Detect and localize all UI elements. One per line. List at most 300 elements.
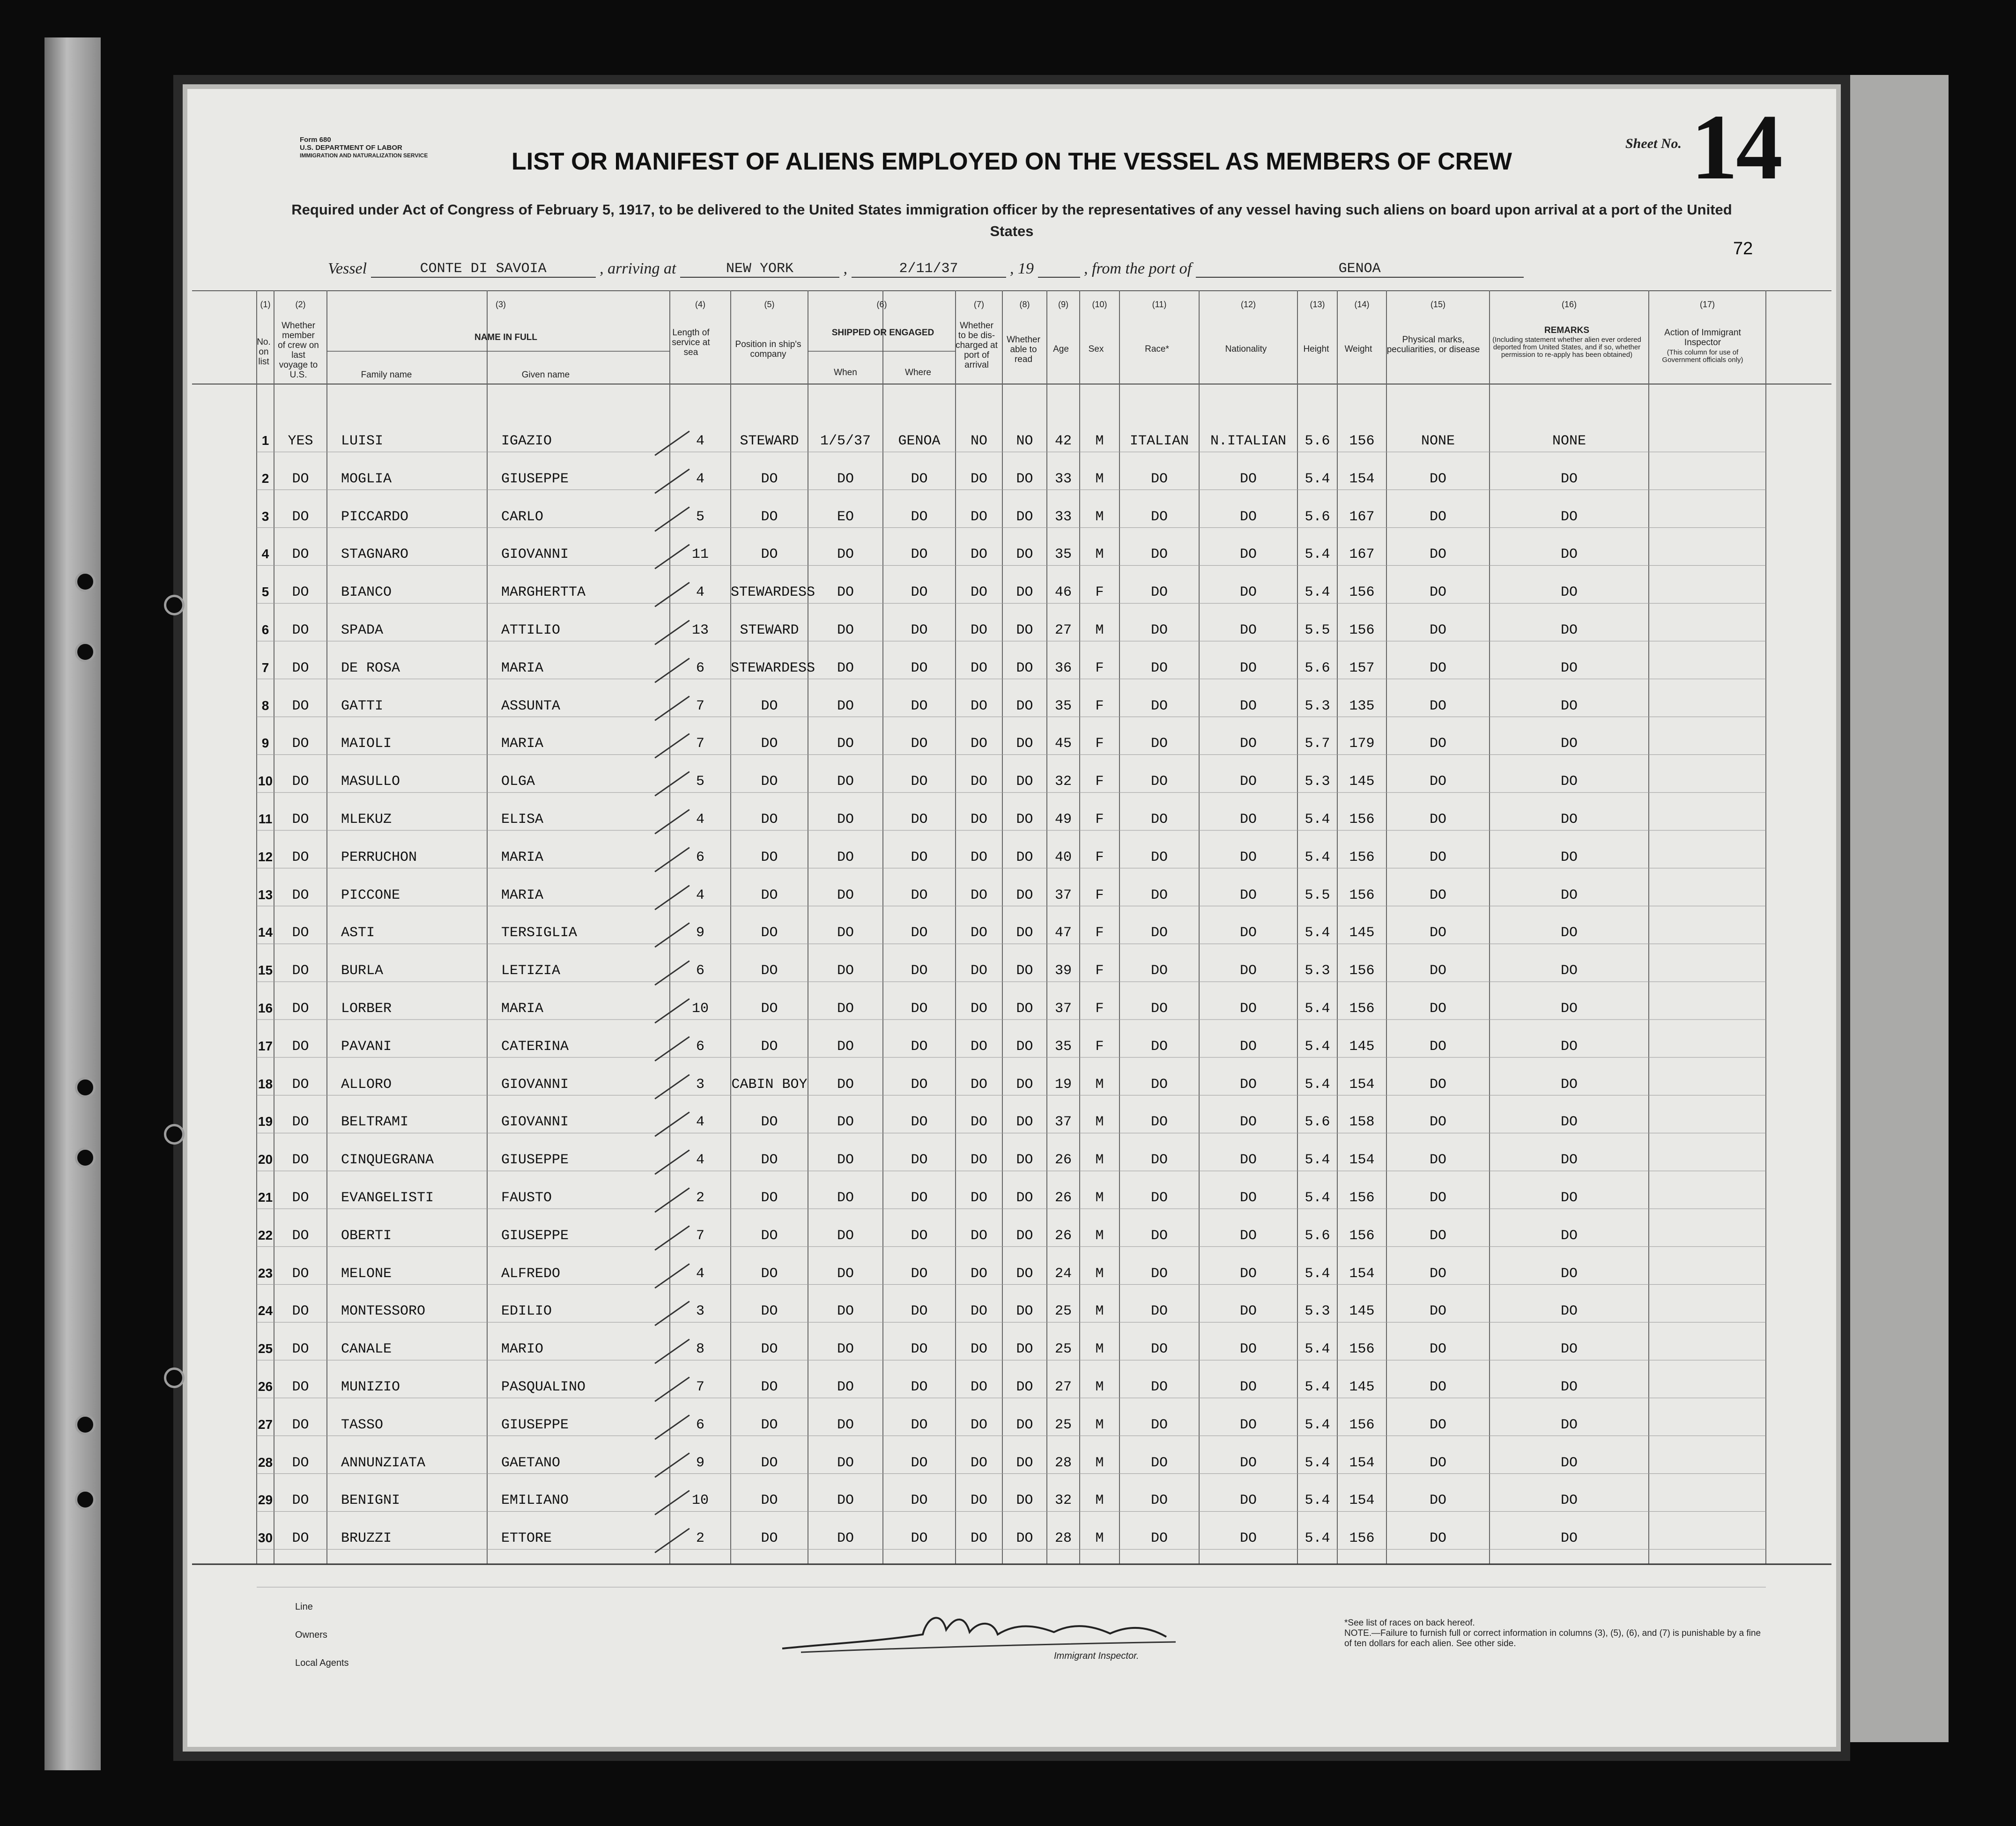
height: 5.6 bbox=[1304, 660, 1330, 676]
col-header-age: Age bbox=[1053, 344, 1069, 354]
weight: 154 bbox=[1349, 1455, 1375, 1471]
age: 37 bbox=[1054, 887, 1072, 903]
weight: 156 bbox=[1349, 1417, 1375, 1433]
given-name: GIUSEPPE bbox=[501, 1152, 569, 1168]
able-to-read: DO bbox=[1016, 1152, 1033, 1168]
able-to-read: DO bbox=[1016, 471, 1033, 487]
shipped-when: DO bbox=[837, 1227, 854, 1244]
position: DO bbox=[761, 1455, 778, 1471]
given-name: LETIZIA bbox=[501, 963, 561, 979]
age: 27 bbox=[1054, 622, 1072, 638]
age: 47 bbox=[1054, 925, 1072, 941]
family-name: MASULLO bbox=[341, 774, 400, 790]
shipped-where: DO bbox=[911, 471, 928, 487]
row-number: 29 bbox=[258, 1493, 273, 1508]
local-agents-label: Local Agents bbox=[295, 1658, 349, 1668]
binder-hole bbox=[75, 1414, 96, 1435]
footnote-penalty: NOTE.—Failure to furnish full or correct information in columns (3), (5), (6), and (7) is punishable by a fine of ten dollars for each alien. See other side. bbox=[1344, 1628, 1761, 1649]
physical-marks: DO bbox=[1429, 736, 1446, 752]
row-number: 19 bbox=[258, 1114, 273, 1129]
column-number: (15) bbox=[1430, 300, 1445, 309]
department-name: U.S. DEPARTMENT OF LABOR bbox=[300, 144, 402, 152]
shipped-where: DO bbox=[911, 1076, 928, 1093]
height: 5.5 bbox=[1304, 887, 1330, 903]
discharged: DO bbox=[970, 1190, 987, 1206]
sex: M bbox=[1095, 1114, 1104, 1131]
shipped-when: DO bbox=[837, 1038, 854, 1055]
family-name: PAVANI bbox=[341, 1038, 392, 1055]
position: DO bbox=[761, 887, 778, 903]
nationality: DO bbox=[1239, 1265, 1257, 1282]
row-number: 10 bbox=[258, 774, 273, 789]
row-number: 23 bbox=[258, 1265, 273, 1280]
age: 45 bbox=[1054, 736, 1072, 752]
physical-marks: DO bbox=[1429, 584, 1446, 601]
given-name: FAUSTO bbox=[501, 1190, 552, 1206]
position: DO bbox=[761, 1530, 778, 1547]
shipped-when: DO bbox=[837, 1001, 854, 1017]
discharged: DO bbox=[970, 1493, 987, 1509]
position: DO bbox=[761, 547, 778, 563]
race: DO bbox=[1150, 1265, 1168, 1282]
service-length: 4 bbox=[696, 584, 704, 601]
sex: F bbox=[1095, 812, 1104, 828]
folio-number: 72 bbox=[1733, 239, 1753, 259]
discharged: DO bbox=[970, 660, 987, 676]
shipped-when: DO bbox=[837, 925, 854, 941]
weight: 154 bbox=[1349, 471, 1375, 487]
nationality: DO bbox=[1239, 660, 1257, 676]
shipped-where: DO bbox=[911, 925, 928, 941]
col-header-no: No. on list bbox=[257, 337, 271, 367]
shipped-where: DO bbox=[911, 547, 928, 563]
row-number: 11 bbox=[258, 812, 273, 826]
remarks: DO bbox=[1560, 1265, 1578, 1282]
position: DO bbox=[761, 1152, 778, 1168]
family-name: CANALE bbox=[341, 1341, 392, 1358]
column-number: (3) bbox=[496, 300, 506, 309]
row-number: 22 bbox=[258, 1227, 273, 1242]
service-length: 4 bbox=[696, 812, 704, 828]
discharged: NO bbox=[970, 433, 987, 449]
nationality: DO bbox=[1239, 1114, 1257, 1131]
crew-last-voyage: DO bbox=[292, 1303, 309, 1320]
race: DO bbox=[1150, 1493, 1168, 1509]
col-header-discharged: Whether to be dis-charged at port of arrival bbox=[956, 321, 998, 370]
crew-last-voyage: DO bbox=[292, 1152, 309, 1168]
able-to-read: DO bbox=[1016, 547, 1033, 563]
shipped-when: DO bbox=[837, 660, 854, 676]
discharged: DO bbox=[970, 622, 987, 638]
age: 35 bbox=[1054, 1038, 1072, 1055]
race: DO bbox=[1150, 1152, 1168, 1168]
shipped-where: DO bbox=[911, 1530, 928, 1547]
weight: 156 bbox=[1349, 1190, 1375, 1206]
position: DO bbox=[761, 774, 778, 790]
column-number: (8) bbox=[1019, 300, 1030, 309]
race: DO bbox=[1150, 584, 1168, 601]
able-to-read: DO bbox=[1016, 509, 1033, 525]
given-name: MARIA bbox=[501, 660, 544, 676]
nationality: DO bbox=[1239, 698, 1257, 714]
given-name: IGAZIO bbox=[501, 433, 552, 449]
race: DO bbox=[1150, 1455, 1168, 1471]
weight: 154 bbox=[1349, 1152, 1375, 1168]
position: STEWARD bbox=[740, 622, 799, 638]
discharged: DO bbox=[970, 1076, 987, 1093]
service-length: 6 bbox=[696, 963, 704, 979]
age: 26 bbox=[1054, 1152, 1072, 1168]
remarks: DO bbox=[1560, 963, 1578, 979]
family-name: ANNUNZIATA bbox=[341, 1455, 426, 1471]
height: 5.4 bbox=[1304, 1493, 1330, 1509]
family-name: LUISI bbox=[341, 433, 384, 449]
service-length: 7 bbox=[696, 1379, 704, 1395]
able-to-read: DO bbox=[1016, 1076, 1033, 1093]
row-number: 16 bbox=[258, 1001, 273, 1015]
column-number: (7) bbox=[974, 300, 984, 309]
race: DO bbox=[1150, 849, 1168, 865]
col-header-member: Whether member of crew on last voyage to U.S. bbox=[278, 321, 319, 380]
position: STEWARD bbox=[740, 433, 799, 449]
shipped-when: DO bbox=[837, 849, 854, 865]
nationality: DO bbox=[1239, 547, 1257, 563]
physical-marks: DO bbox=[1429, 471, 1446, 487]
remarks: DO bbox=[1560, 1227, 1578, 1244]
column-number: (2) bbox=[295, 300, 306, 309]
remarks: DO bbox=[1560, 736, 1578, 752]
shipped-where: DO bbox=[911, 774, 928, 790]
row-number: 15 bbox=[258, 963, 273, 978]
height: 5.4 bbox=[1304, 1379, 1330, 1395]
shipped-when: 1/5/37 bbox=[820, 433, 871, 449]
row-number: 20 bbox=[258, 1152, 273, 1167]
given-name: MARIA bbox=[501, 1001, 544, 1017]
service-length: 5 bbox=[696, 509, 704, 525]
row-number: 17 bbox=[258, 1038, 273, 1053]
crew-last-voyage: DO bbox=[292, 584, 309, 601]
given-name: GIOVANNI bbox=[501, 547, 569, 563]
column-number: (10) bbox=[1092, 300, 1107, 309]
shipped-where: DO bbox=[911, 1227, 928, 1244]
family-name: ASTI bbox=[341, 925, 375, 941]
weight: 157 bbox=[1349, 660, 1375, 676]
height: 5.6 bbox=[1304, 509, 1330, 525]
discharged: DO bbox=[970, 1530, 987, 1547]
age: 40 bbox=[1054, 849, 1072, 865]
family-name: BRUZZI bbox=[341, 1530, 392, 1547]
remarks: DO bbox=[1560, 1114, 1578, 1131]
shipped-where: DO bbox=[911, 1152, 928, 1168]
able-to-read: DO bbox=[1016, 812, 1033, 828]
position: DO bbox=[761, 849, 778, 865]
crew-last-voyage: DO bbox=[292, 1190, 309, 1206]
nationality: DO bbox=[1239, 1341, 1257, 1358]
col-header-service: Length of service at sea bbox=[672, 328, 710, 357]
service-length: 4 bbox=[696, 433, 704, 449]
family-name: PICCONE bbox=[341, 887, 400, 903]
col-header-given: Given name bbox=[521, 370, 570, 380]
shipped-when: DO bbox=[837, 471, 854, 487]
given-name: MARIA bbox=[501, 887, 544, 903]
crew-last-voyage: DO bbox=[292, 622, 309, 638]
position: DO bbox=[761, 1341, 778, 1358]
discharged: DO bbox=[970, 547, 987, 563]
remarks: DO bbox=[1560, 584, 1578, 601]
family-name: CINQUEGRANA bbox=[341, 1152, 434, 1168]
shipped-when: DO bbox=[837, 1417, 854, 1433]
physical-marks: DO bbox=[1429, 1493, 1446, 1509]
given-name: EDILIO bbox=[501, 1303, 552, 1320]
remarks: DO bbox=[1560, 1001, 1578, 1017]
physical-marks: DO bbox=[1429, 1417, 1446, 1433]
age: 25 bbox=[1054, 1417, 1072, 1433]
col-header-weight: Weight bbox=[1344, 344, 1372, 354]
discharged: DO bbox=[970, 1455, 987, 1471]
shipped-where: DO bbox=[911, 1341, 928, 1358]
vessel-label: Vessel bbox=[328, 260, 367, 277]
physical-marks: DO bbox=[1429, 1455, 1446, 1471]
physical-marks: DO bbox=[1429, 547, 1446, 563]
sheet-number-label: Sheet No. bbox=[1625, 136, 1682, 151]
row-number: 1 bbox=[261, 433, 269, 448]
age: 42 bbox=[1054, 433, 1072, 449]
race: DO bbox=[1150, 812, 1168, 828]
weight: 154 bbox=[1349, 1265, 1375, 1282]
discharged: DO bbox=[970, 1265, 987, 1282]
discharged: DO bbox=[970, 1379, 987, 1395]
position: DO bbox=[761, 1038, 778, 1055]
sheet-number: 14 bbox=[1691, 96, 1781, 199]
sex: M bbox=[1095, 1417, 1104, 1433]
sex: M bbox=[1095, 471, 1104, 487]
crew-last-voyage: YES bbox=[288, 433, 313, 449]
sex: F bbox=[1095, 1001, 1104, 1017]
family-name: ALLORO bbox=[341, 1076, 392, 1093]
sex: M bbox=[1095, 1379, 1104, 1395]
physical-marks: DO bbox=[1429, 1001, 1446, 1017]
shipped-where: DO bbox=[911, 660, 928, 676]
nationality: DO bbox=[1239, 622, 1257, 638]
row-number: 12 bbox=[258, 849, 273, 864]
race: DO bbox=[1150, 1303, 1168, 1320]
weight: 156 bbox=[1349, 887, 1375, 903]
manifest-page bbox=[187, 89, 1836, 1747]
service-length: 10 bbox=[691, 1493, 709, 1509]
height: 5.4 bbox=[1304, 547, 1330, 563]
nationality: DO bbox=[1239, 1038, 1257, 1055]
physical-marks: DO bbox=[1429, 925, 1446, 941]
height: 5.4 bbox=[1304, 471, 1330, 487]
crew-last-voyage: DO bbox=[292, 698, 309, 714]
service-name: IMMIGRATION AND NATURALIZATION SERVICE bbox=[300, 152, 428, 159]
crew-last-voyage: DO bbox=[292, 925, 309, 941]
height: 5.4 bbox=[1304, 1530, 1330, 1547]
discharged: DO bbox=[970, 1227, 987, 1244]
nationality: DO bbox=[1239, 736, 1257, 752]
discharged: DO bbox=[970, 1303, 987, 1320]
height: 5.6 bbox=[1304, 1114, 1330, 1131]
remarks: DO bbox=[1560, 547, 1578, 563]
race: DO bbox=[1150, 887, 1168, 903]
service-length: 6 bbox=[696, 1038, 704, 1055]
race: DO bbox=[1150, 1417, 1168, 1433]
service-length: 4 bbox=[696, 887, 704, 903]
height: 5.4 bbox=[1304, 925, 1330, 941]
given-name: ASSUNTA bbox=[501, 698, 561, 714]
shipped-when: DO bbox=[837, 1114, 854, 1131]
column-number: (11) bbox=[1152, 300, 1167, 309]
remarks: DO bbox=[1560, 622, 1578, 638]
able-to-read: DO bbox=[1016, 1455, 1033, 1471]
given-name: MARIO bbox=[501, 1341, 544, 1358]
binder-hole bbox=[164, 595, 185, 615]
service-length: 4 bbox=[696, 1114, 704, 1131]
column-number: (5) bbox=[764, 300, 775, 309]
able-to-read: NO bbox=[1016, 433, 1033, 449]
row-number: 4 bbox=[261, 547, 269, 562]
crew-last-voyage: DO bbox=[292, 1265, 309, 1282]
service-length: 2 bbox=[696, 1530, 704, 1547]
given-name: ETTORE bbox=[501, 1530, 552, 1547]
col-header-read: Whether able to read bbox=[1007, 335, 1040, 364]
remarks: DO bbox=[1560, 1493, 1578, 1509]
physical-marks: DO bbox=[1429, 1341, 1446, 1358]
family-name: BENIGNI bbox=[341, 1493, 400, 1509]
able-to-read: DO bbox=[1016, 660, 1033, 676]
row-number: 18 bbox=[258, 1076, 273, 1091]
discharged: DO bbox=[970, 812, 987, 828]
shipped-where: DO bbox=[911, 963, 928, 979]
given-name: GIUSEPPE bbox=[501, 1227, 569, 1244]
crew-last-voyage: DO bbox=[292, 509, 309, 525]
able-to-read: DO bbox=[1016, 1001, 1033, 1017]
family-name: MELONE bbox=[341, 1265, 392, 1282]
service-length: 6 bbox=[696, 849, 704, 865]
row-number: 26 bbox=[258, 1379, 273, 1394]
shipped-where: DO bbox=[911, 1493, 928, 1509]
shipped-where: DO bbox=[911, 1190, 928, 1206]
weight: 179 bbox=[1349, 736, 1375, 752]
discharged: DO bbox=[970, 471, 987, 487]
nationality: N.ITALIAN bbox=[1210, 433, 1287, 449]
service-length: 5 bbox=[696, 774, 704, 790]
able-to-read: DO bbox=[1016, 736, 1033, 752]
discharged: DO bbox=[970, 925, 987, 941]
height: 5.4 bbox=[1304, 1152, 1330, 1168]
given-name: ELISA bbox=[501, 812, 544, 828]
height: 5.5 bbox=[1304, 622, 1330, 638]
service-length: 3 bbox=[696, 1303, 704, 1320]
binder-hole bbox=[75, 642, 96, 662]
arrival-date: 2/11/37 bbox=[852, 261, 1006, 278]
owners-label: Owners bbox=[295, 1630, 327, 1640]
arriving-label: , arriving at bbox=[600, 260, 676, 277]
nationality: DO bbox=[1239, 849, 1257, 865]
able-to-read: DO bbox=[1016, 1227, 1033, 1244]
sex: M bbox=[1095, 1493, 1104, 1509]
crew-last-voyage: DO bbox=[292, 963, 309, 979]
age: 39 bbox=[1054, 963, 1072, 979]
height: 5.7 bbox=[1304, 736, 1330, 752]
race: DO bbox=[1150, 1341, 1168, 1358]
given-name: MARGHERTTA bbox=[501, 584, 586, 601]
shipped-where: DO bbox=[911, 584, 928, 601]
able-to-read: DO bbox=[1016, 1417, 1033, 1433]
family-name: SPADA bbox=[341, 622, 384, 638]
crew-last-voyage: DO bbox=[292, 849, 309, 865]
given-name: MARIA bbox=[501, 849, 544, 865]
remarks: DO bbox=[1560, 471, 1578, 487]
column-number: (4) bbox=[695, 300, 705, 309]
race: DO bbox=[1150, 509, 1168, 525]
shipped-when: DO bbox=[837, 736, 854, 752]
position: DO bbox=[761, 1303, 778, 1320]
crew-last-voyage: DO bbox=[292, 1341, 309, 1358]
binder-hole bbox=[164, 1368, 185, 1388]
physical-marks: DO bbox=[1429, 509, 1446, 525]
shipped-where: DO bbox=[911, 509, 928, 525]
shipped-when: DO bbox=[837, 1341, 854, 1358]
physical-marks: DO bbox=[1429, 774, 1446, 790]
from-port-label: , from the port of bbox=[1084, 260, 1192, 277]
shipped-when: DO bbox=[837, 547, 854, 563]
col-header-family: Family name bbox=[361, 370, 412, 380]
discharged: DO bbox=[970, 584, 987, 601]
age: 25 bbox=[1054, 1341, 1072, 1358]
column-number: (13) bbox=[1310, 300, 1325, 309]
weight: 145 bbox=[1349, 1379, 1375, 1395]
height: 5.4 bbox=[1304, 812, 1330, 828]
race: DO bbox=[1150, 1530, 1168, 1547]
age: 25 bbox=[1054, 1303, 1072, 1320]
col-header-where: Where bbox=[905, 368, 931, 377]
crew-last-voyage: DO bbox=[292, 1076, 309, 1093]
weight: 154 bbox=[1349, 1493, 1375, 1509]
shipped-when: DO bbox=[837, 887, 854, 903]
family-name: OBERTI bbox=[341, 1227, 392, 1244]
crew-last-voyage: DO bbox=[292, 1379, 309, 1395]
age: 35 bbox=[1054, 547, 1072, 563]
form-number: Form 680 bbox=[300, 136, 331, 144]
row-number: 30 bbox=[258, 1530, 273, 1545]
vessel-name: CONTE DI SAVOIA bbox=[371, 261, 596, 278]
family-name: MONTESSORO bbox=[341, 1303, 426, 1320]
shipped-where: GENOA bbox=[898, 433, 941, 449]
column-number: (17) bbox=[1699, 300, 1715, 309]
column-number: (9) bbox=[1058, 300, 1068, 309]
remarks: DO bbox=[1560, 1190, 1578, 1206]
nationality: DO bbox=[1239, 1227, 1257, 1244]
service-length: 10 bbox=[691, 1001, 709, 1017]
sex: M bbox=[1095, 1265, 1104, 1282]
weight: 158 bbox=[1349, 1114, 1375, 1131]
weight: 156 bbox=[1349, 584, 1375, 601]
family-name: MOGLIA bbox=[341, 471, 392, 487]
family-name: MUNIZIO bbox=[341, 1379, 400, 1395]
position: DO bbox=[761, 1001, 778, 1017]
position: DO bbox=[761, 471, 778, 487]
able-to-read: DO bbox=[1016, 1530, 1033, 1547]
column-number: (14) bbox=[1354, 300, 1370, 309]
age: 37 bbox=[1054, 1001, 1072, 1017]
sex: M bbox=[1095, 1076, 1104, 1093]
position: DO bbox=[761, 963, 778, 979]
race: DO bbox=[1150, 622, 1168, 638]
shipped-when: DO bbox=[837, 1076, 854, 1093]
crew-last-voyage: DO bbox=[292, 774, 309, 790]
physical-marks: DO bbox=[1429, 1076, 1446, 1093]
